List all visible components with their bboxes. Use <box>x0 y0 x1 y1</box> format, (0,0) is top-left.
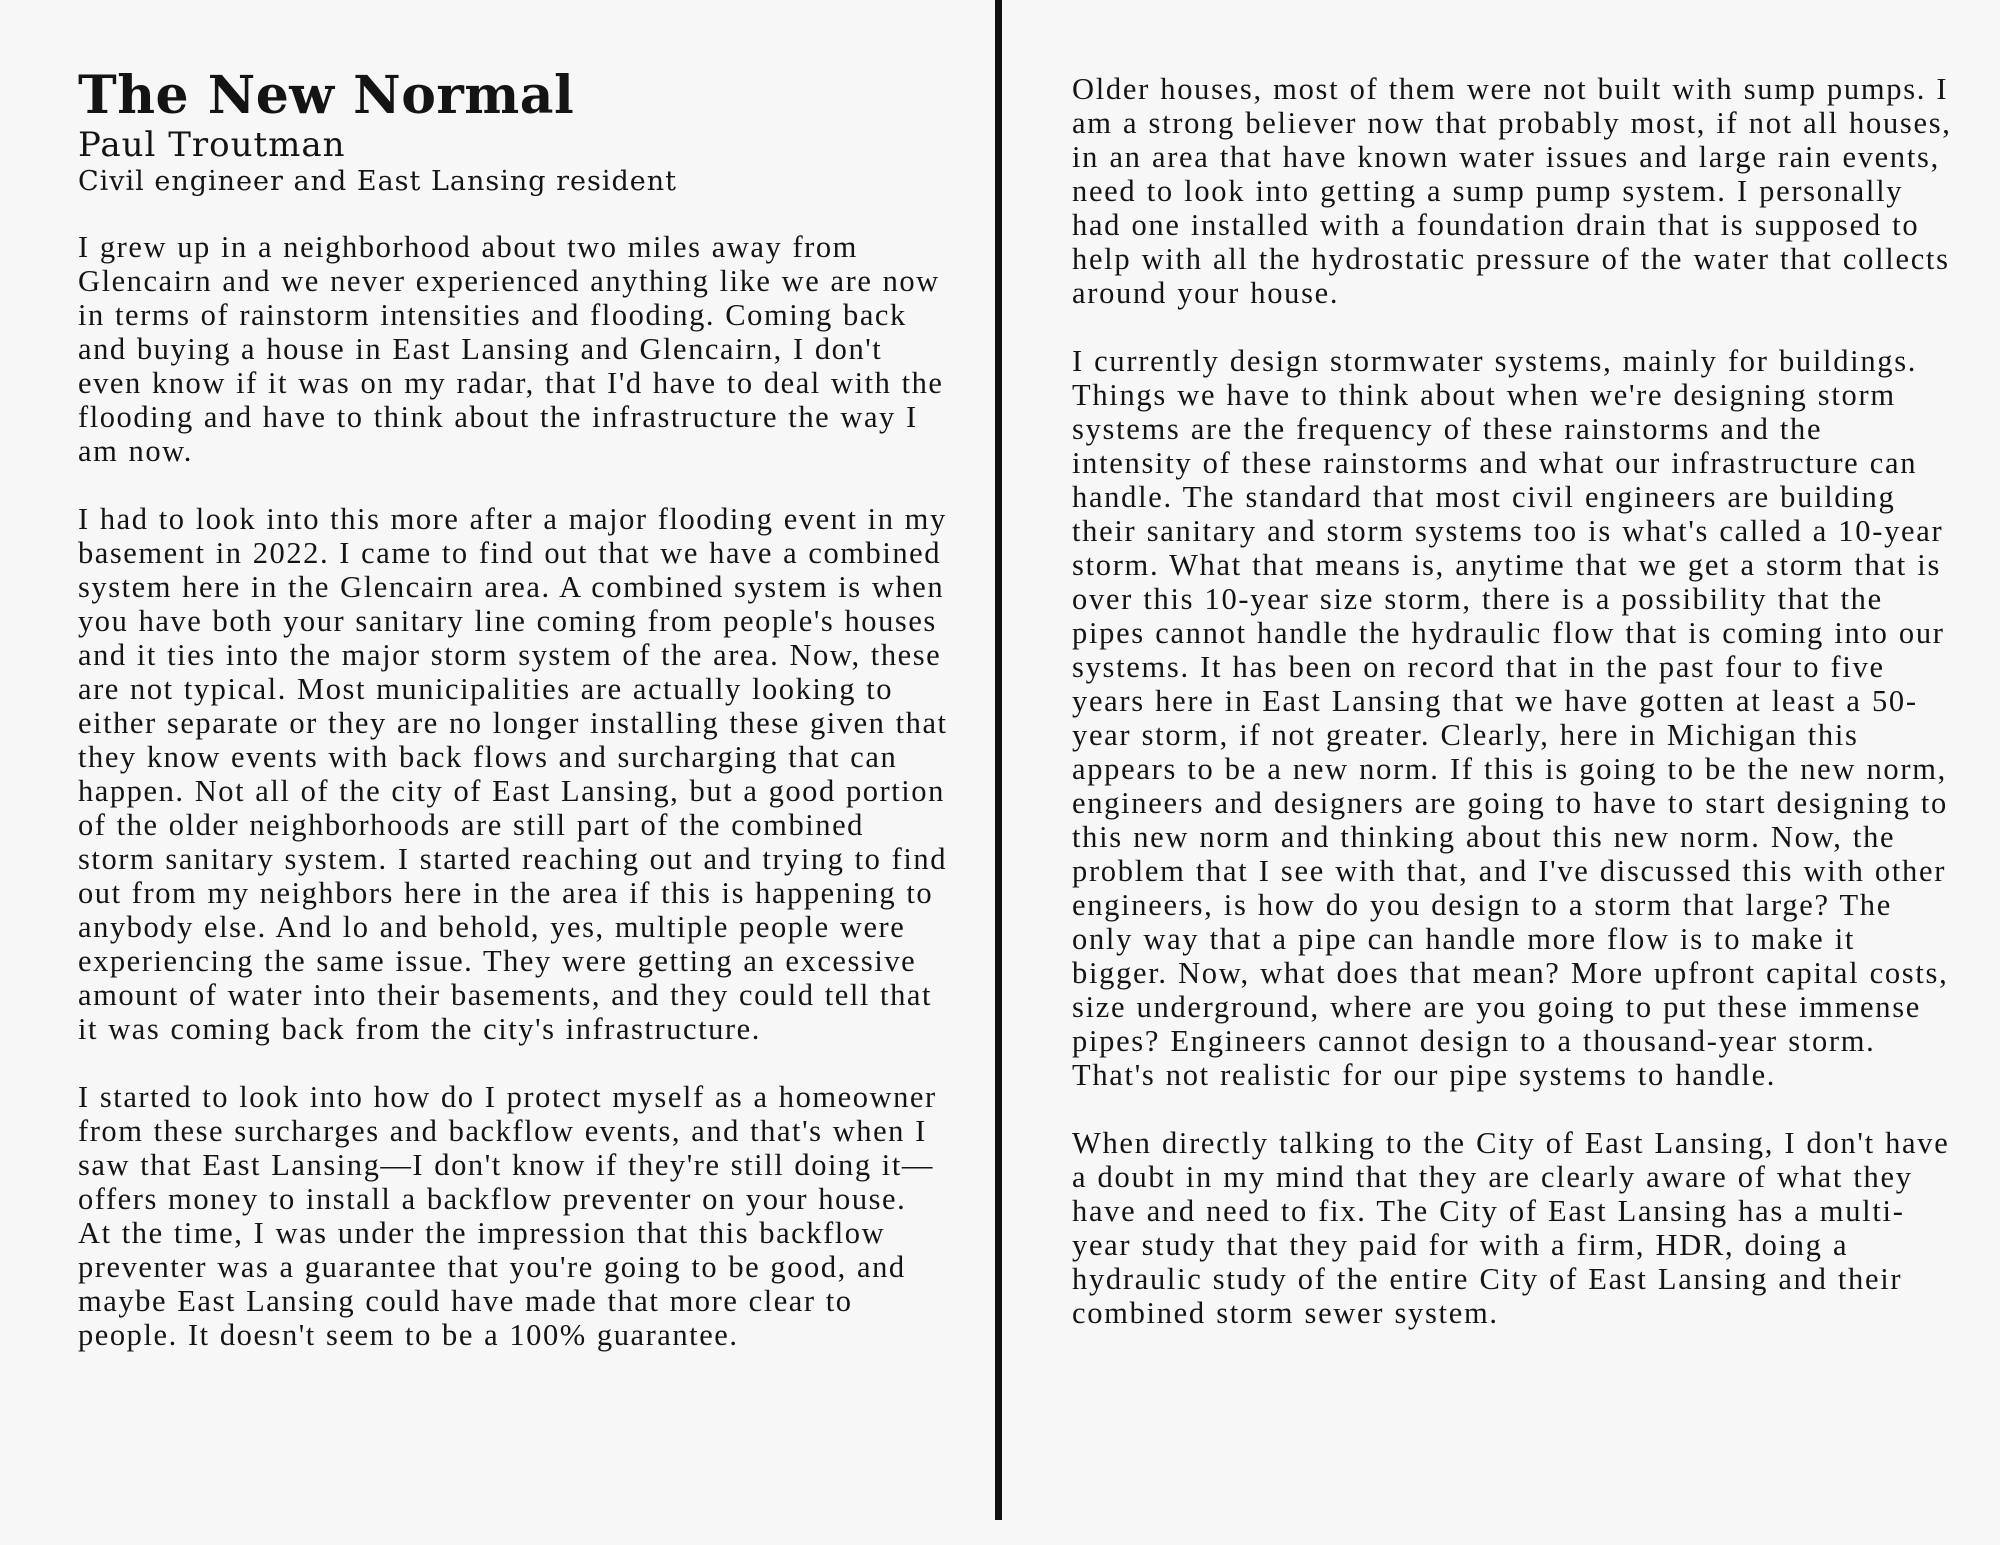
paragraph: Older houses, most of them were not built with sump pumps. I am a strong believer now that probably most, if not all houses, in an area that have known water issues and large rain events, need to look into getting a sump pump system. I personally had one installed with a foundation drain that is supposed to help with all the hydrostatic pressure of the water that collects around your house. <box>1072 72 1952 310</box>
paragraph: I started to look into how do I protect myself as a homeowner from these surcharges and backflow events, and that's when I saw that East Lansing—I don't know if they're still doing it—offers money to install a backflow preventer on your house. At the time, I was under the impression that this backflow preventer was a guarantee that you're going to be good, and maybe East Lansing could have made that more clear to people. It doesn't seem to be a 100% guarantee. <box>78 1080 937 1352</box>
left-column <box>78 66 948 1386</box>
paragraph: I grew up in a neighborhood about two miles away from Glencairn and we never experienced anything like we are now in terms of rainstorm intensities and flooding. Coming back and buying a house in East Lansing and Glencairn, I don't even know if it was on my radar, that I'd have to deal with the flooding and have to think about the infrastructure the way I am now. <box>78 230 944 468</box>
column-divider <box>995 0 1002 1520</box>
author-name: Paul Troutman <box>78 125 346 165</box>
paragraph: When directly talking to the City of East Lansing, I don't have a doubt in my mind that they are clearly aware of what they have and need to fix. The City of East Lansing has a multi-year study that they paid for with a firm, HDR, doing a hydraulic study of the entire City of East Lansing and their combined storm sewer system. <box>1072 1126 1950 1330</box>
author-role: Civil engineer and East Lansing resident <box>78 166 678 197</box>
paragraph: I had to look into this more after a major flooding event in my basement in 2022. I came to find out that we have a combined system here in the Glencairn area. A combined system is when you have both your sanitary line coming from people's houses and it ties into the major storm system of the area. Now, these are not typical. Most municipalities are actually looking to either separate or they are no longer installing these given that they know events with back flows and surcharging that can happen. Not all of the city of East Lansing, but a good portion of the older neighborhoods are still part of the combined storm sanitary system. I started reaching out and trying to find out from my neighbors here in the area if this is happening to anybody else. And lo and behold, yes, multiple people were experiencing the same issue. They were getting an excessive amount of water into their basements, and they could tell that it was coming back from the city's infrastructure. <box>78 502 948 1046</box>
article-title: The New Normal <box>78 65 575 126</box>
paragraph: I currently design stormwater systems, mainly for buildings. Things we have to think about when we're designing storm systems are the frequency of these rainstorms and the intensity of these rainstorms and what our infrastructure can handle. The standard that most civil engineers are building their sanitary and storm systems too is what's called a 10-year storm. What that means is, anytime that we get a storm that is over this 10-year size storm, there is a possibility that the pipes cannot handle the hydraulic flow that is coming into our systems. It has been on record that in the past four to five years here in East Lansing that we have gotten at least a 50-year storm, if not greater. Clearly, here in Michigan this appears to be a new norm. If this is going to be the new norm, engineers and designers are going to have to start designing to this new norm and thinking about this new norm. Now, the problem that I see with that, and I've discussed this with other engineers, is how do you design to a storm that large? The only way that a pipe can handle more flow is to make it bigger. Now, what does that mean? More upfront capital costs, size underground, where are you going to put these immense pipes? Engineers cannot design to a thousand-year storm. That's not realistic for our pipe systems to handle. <box>1072 344 1949 1092</box>
right-column <box>1072 72 1952 1364</box>
